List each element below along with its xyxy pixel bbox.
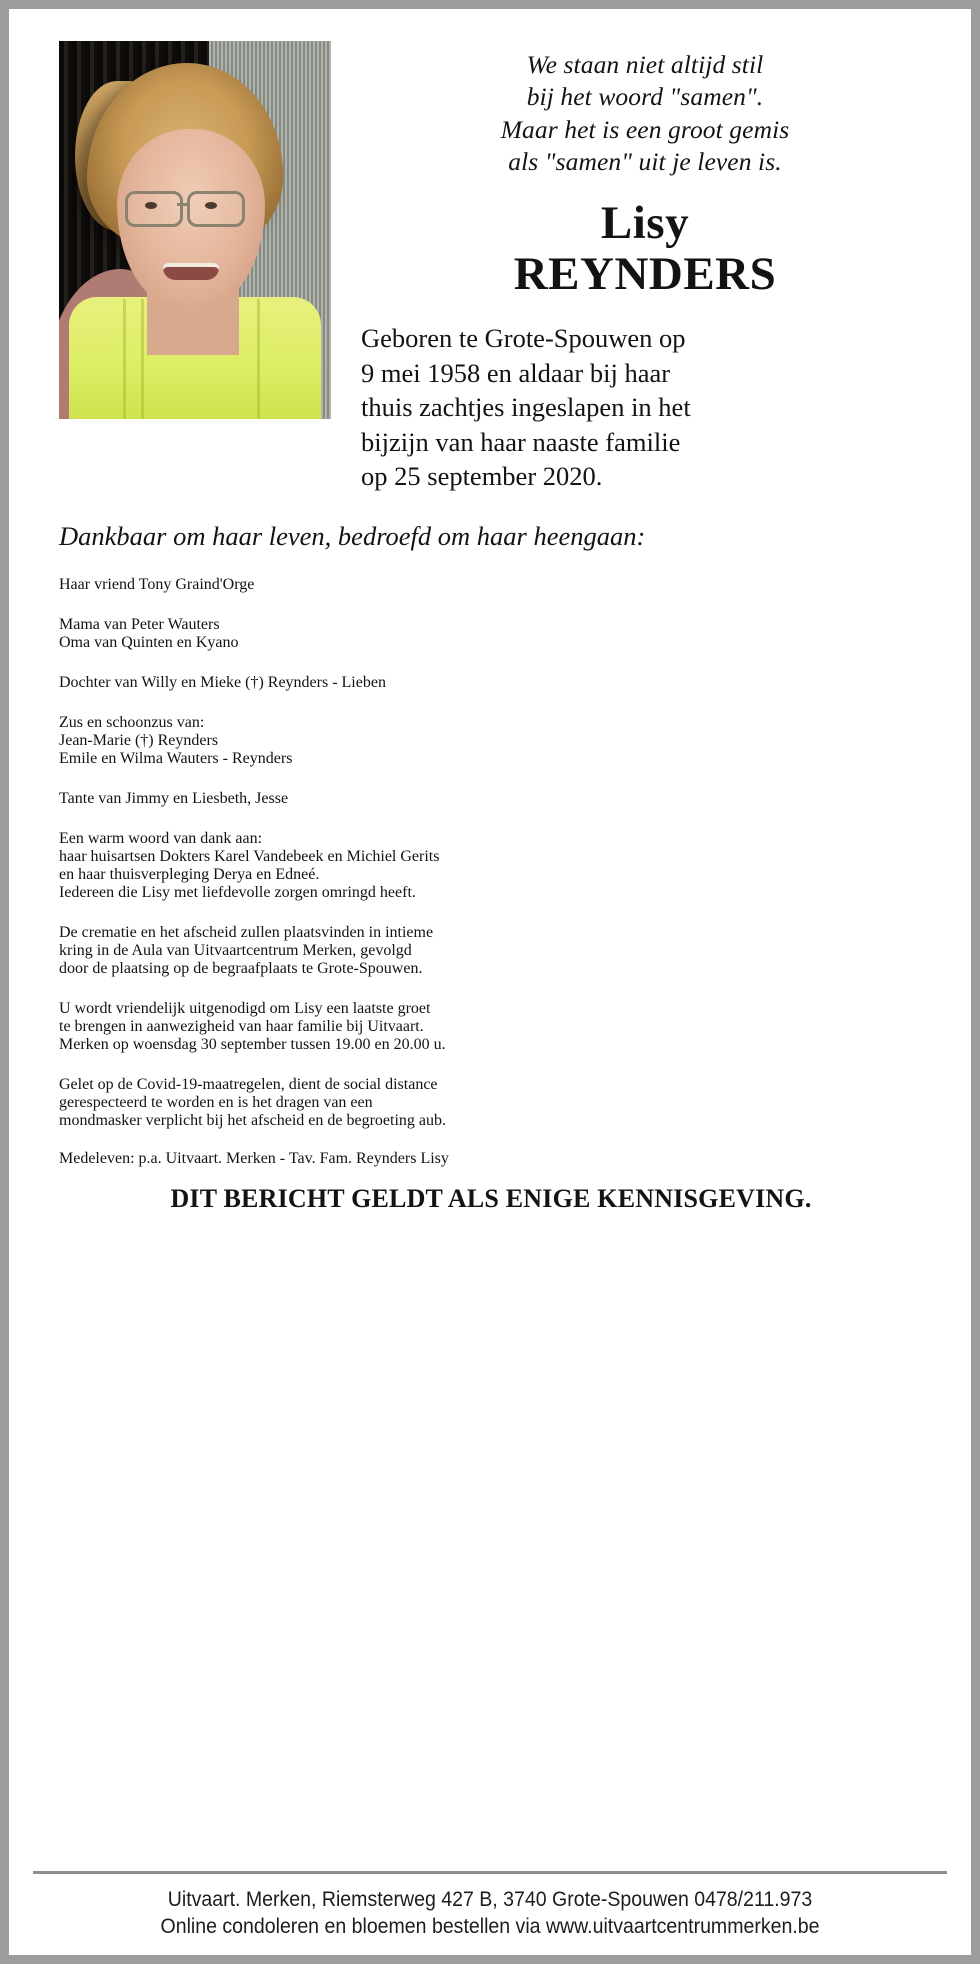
poem-line: We staan niet altijd stil [526,50,764,79]
birth-death-line: 9 mei 1958 en aldaar bij haar [361,357,671,388]
deceased-name-block [361,196,929,300]
portrait-column [51,41,337,419]
family-line: Haar vriend Tony Graind'Orge [59,575,255,593]
birth-death-line: bijzijn van haar naaste familie [361,426,681,457]
poem-line: bij het woord "samen". [526,82,764,112]
deceased-portrait-photo [59,41,331,419]
birth-and-death-details [361,321,929,493]
poem-line: Maar het is een groot gemis [500,114,790,144]
birth-death-line: thuis zachtjes ingeslapen in het [361,392,691,423]
header-section [51,41,929,493]
ceremony-line: door de plaatsing op de begraafplaats te Grote-Spouwen. [59,959,423,977]
poem-line: als "samen" uit je leven is. [508,147,782,177]
notice-body [51,519,929,1213]
birth-death-line: Geboren te Grote-Spouwen op [361,323,686,354]
birth-death-line: op 25 september 2020. [361,460,603,491]
given-name: Lisy [600,196,690,249]
invitation-line: te brengen in aanwezigheid van haar familie bij Uitvaart. [59,1017,424,1035]
thanks-line: Een warm woord van dank aan: [59,829,263,847]
footer-divider [33,1871,947,1874]
covid-line: gerespecteerd te worden en is het dragen van een [59,1093,373,1111]
invitation-line: U wordt vriendelijk uitgenodigd om Lisy een laatste groet [59,999,431,1017]
family-line: Emile en Wilma Wauters - Reynders [59,749,293,767]
family-line: Zus en schoonzus van: [59,713,205,731]
thanks-line: haar huisartsen Dokters Karel Vandebeek en Michiel Gerits [59,847,440,865]
intro-line: Dankbaar om haar leven, bedroefd om haar heengaan: [59,521,646,552]
footer-website-line[interactable]: Online condoleren en bloemen bestellen via www.uitvaartcentrummerken.be [160,1915,820,1939]
portrait-mouth [163,263,219,280]
covid-line: mondmasker verplicht bij het afscheid en de begroeting aub. [59,1111,446,1129]
portrait-glasses-bridge [177,203,189,206]
header-text-column [337,41,929,493]
ceremony-line: De crematie en het afscheid zullen plaatsvinden in intieme [59,923,434,941]
family-line: Dochter van Willy en Mieke (†) Reynders - Lieben [59,673,386,691]
closing-statement: DIT BERICHT GELDT ALS ENIGE KENNISGEVING. [170,1183,812,1213]
ceremony-line: kring in de Aula van Uitvaartcentrum Merken, gevolgd [59,941,412,959]
portrait-glasses-left [125,191,183,227]
condolence-line: Medeleven: p.a. Uitvaart. Merken - Tav. Fam. Reynders Lisy [59,1149,449,1167]
funeral-home-footer [11,1871,969,1941]
family-line: Oma van Quinten en Kyano [59,633,239,651]
family-line: Jean-Marie (†) Reynders [59,731,219,749]
footer-address-line: Uitvaart. Merken, Riemsterweg 427 B, 3740 Grote-Spouwen 0478/211.973 [167,1887,813,1911]
portrait-fold [141,299,144,419]
family-name: REYNDERS [513,247,777,300]
thanks-line: en haar thuisverpleging Derya en Edneé. [59,865,320,883]
memorial-poem [361,49,929,179]
portrait-glasses-right [187,191,245,227]
portrait-fold [257,299,260,419]
covid-line: Gelet op de Covid-19-maatregelen, dient de social distance [59,1075,438,1093]
invitation-line: Merken op woensdag 30 september tussen 19.00 en 20.00 u. [59,1035,446,1053]
family-line: Mama van Peter Wauters [59,615,220,633]
family-line: Tante van Jimmy en Liesbeth, Jesse [59,789,289,807]
thanks-line: Iedereen die Lisy met liefdevolle zorgen omringd heeft. [59,883,416,901]
portrait-fold [123,299,126,419]
notice-inner-border [9,9,971,1955]
